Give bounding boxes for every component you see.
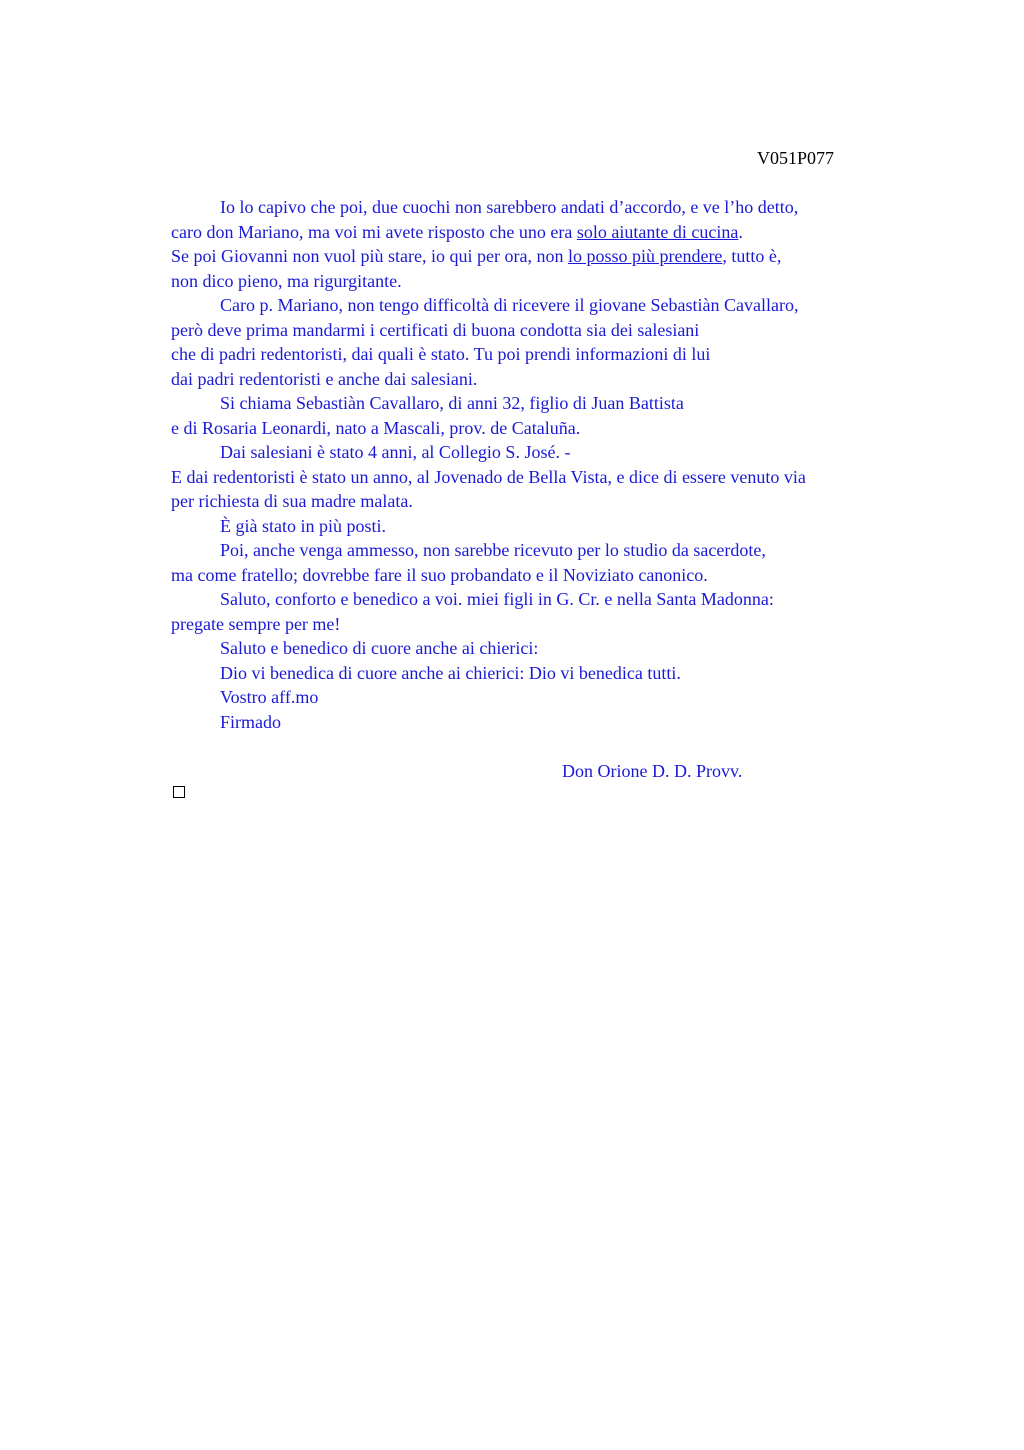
letter-line: È già stato in più posti.	[220, 515, 386, 536]
letter-line	[171, 244, 911, 269]
letter-line: che di padri redentoristi, dai quali è stato. Tu poi prendi informazioni di lui	[171, 344, 711, 364]
line-text: caro don Mariano, ma voi mi avete risposto che uno era	[171, 221, 577, 242]
letter-body	[171, 195, 911, 783]
line-text: .	[738, 221, 743, 242]
letter-line: Vostro aff.mo	[220, 687, 319, 707]
letter-line: Io lo capivo che poi, due cuochi non sarebbero andati d’accordo, e ve l’ho detto,	[220, 197, 799, 217]
letter-line: Saluto e benedico di cuore anche ai chierici:	[220, 638, 539, 658]
line-text: , tutto è,	[722, 246, 782, 266]
letter-line: Firmado	[220, 711, 281, 732]
letter-line	[171, 220, 911, 245]
letter-line: però deve prima mandarmi i certificati di buona condotta sia dei salesiani	[171, 319, 700, 340]
letter-line: dai padri redentoristi e anche dai salesiani.	[171, 368, 478, 389]
empty-square-icon	[173, 786, 185, 798]
letter-line: E dai redentoristi è stato un anno, al Jovenado de Bella Vista, e dice di essere venuto via	[171, 466, 806, 487]
signature: Don Orione D. D. Provv.	[562, 760, 743, 781]
letter-line: e di Rosaria Leonardi, nato a Mascali, prov. de Cataluña.	[171, 417, 581, 438]
letter-line: Caro p. Mariano, non tengo difficoltà di ricevere il giovane Sebastiàn Cavallaro,	[220, 295, 799, 315]
letter-line: Saluto, conforto e benedico a voi. miei figli in G. Cr. e nella Santa Madonna:	[220, 589, 774, 609]
underlined-phrase: lo posso più prendere	[567, 246, 723, 266]
letter-line: pregate sempre per me!	[171, 613, 341, 634]
letter-line: ma come fratello; dovrebbe fare il suo probandato e il Noviziato canonico.	[171, 564, 708, 585]
underlined-phrase: solo aiutante di cucina	[576, 221, 739, 242]
letter-line: Si chiama Sebastiàn Cavallaro, di anni 32, figlio di Juan Battista	[220, 393, 684, 413]
letter-line: Dai salesiani è stato 4 anni, al Collegio S. José. -	[220, 442, 571, 462]
letter-line: non dico pieno, ma rigurgitante.	[171, 270, 402, 291]
letter-line: Poi, anche venga ammesso, non sarebbe ricevuto per lo studio da sacerdote,	[220, 540, 766, 560]
letter-line: Dio vi benedica di cuore anche ai chierici: Dio vi benedica tutti.	[220, 662, 681, 683]
line-text: Se poi Giovanni non vuol più stare, io qui per ora, non	[171, 246, 568, 266]
letter-line: per richiesta di sua madre malata.	[171, 491, 413, 511]
blank-line	[171, 734, 911, 759]
document-code: V051P077	[757, 148, 835, 168]
